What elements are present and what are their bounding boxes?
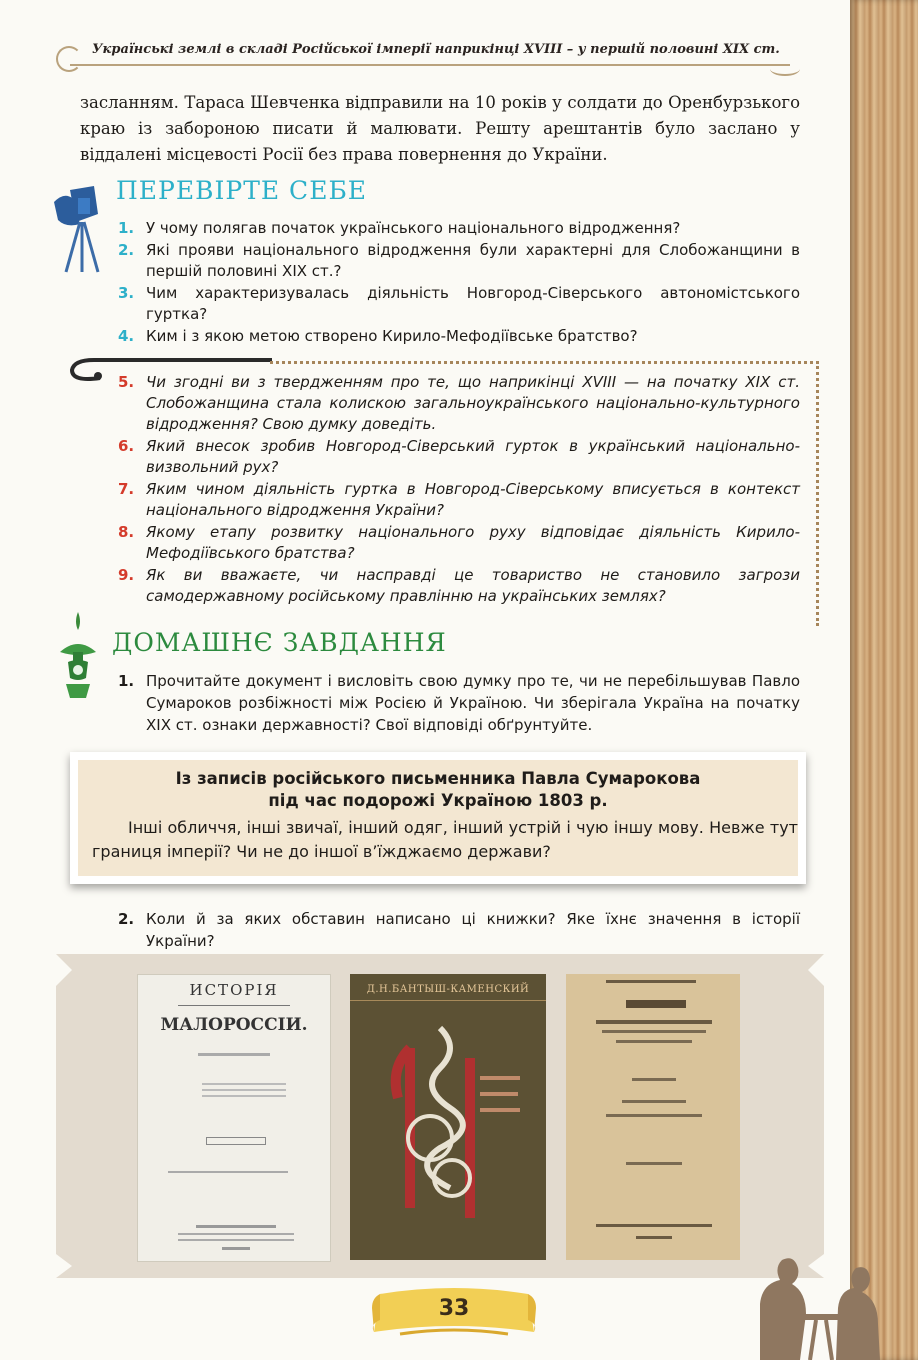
quote-heading-line-1: Із записів російського письменника Павла Сумарокова [175,769,701,788]
book-rule [350,1000,546,1001]
book-text-line [606,980,696,983]
question-number: 6. [118,437,135,455]
book-text-line [596,1224,712,1227]
quote-card-body [78,760,798,876]
book-cover-bantysh-kamensky [350,974,546,1260]
question-number: 8. [118,523,135,541]
homework-title: ДОМАШНЄ ЗАВДАННЯ [112,628,447,657]
book-text-line [636,1236,672,1239]
question-number: 4. [118,327,135,345]
header-swirl-end [770,62,800,76]
quote-text: Інші обличчя, інші звичаї, інший одяг, інший устрій і чую іншу мову. Невже тут границя імперії? Чи не до іншої в’їжджаємо держави? [92,818,798,861]
list-item [118,670,800,736]
question-number: 9. [118,566,135,584]
question-number: 5. [118,373,135,391]
running-header: Українські землі в складі Російської імперії наприкінці XVIII – у першій половині XIX ст. [92,42,780,57]
list-item [118,565,800,607]
header-swirl-ornament [56,46,82,72]
book-text-line [606,1114,702,1117]
question-text: Чи згодні ви з твердженням про те, що наприкінці XVIII — на початку XIX ст. Слобожанщина стала колискою загальноукраїнського національно-культурного відродження? Свою думку доведіть. [146,373,800,433]
book-title-line-1: ИСТОРІЯ [189,981,279,999]
book-text-line [202,1089,286,1091]
question-text: У чому полягав початок українського національного відродження? [146,219,681,237]
task-text: Прочитайте документ і висловіть свою думку про те, чи не перебільшував Павло Сумароков розбіжності між Росією й Україною. Чи зберігала Україна на початку XIX ст. ознаки державності? Свої відповіді обґрунтуйте. [146,672,800,734]
book-text-line [168,1171,288,1173]
quote-card [70,752,806,884]
list-item [118,372,800,435]
book-text-line [178,1233,294,1235]
book-text-line [602,1030,706,1033]
list-item [118,436,800,478]
question-text: Ким і з якою метою створено Кирило-Мефодіївське братство? [146,327,638,345]
intro-paragraph [80,90,800,168]
list-item [118,283,800,325]
question-text: Як ви вважаєте, чи насправді це товариство не становило загрози самодержавному російському правлінню на українських землях? [146,566,800,605]
book-text-line [616,1040,692,1043]
book-text-line [198,1053,270,1056]
question-number: 1. [118,219,135,237]
question-text: Який внесок зробив Новгород-Сіверський гурток в український національно-визвольний рух? [146,437,800,476]
book-text-line [202,1083,286,1085]
homework-task-2 [118,908,800,953]
camera-tripod-icon [50,184,110,274]
quote-heading-line-2: під час подорожі Україною 1803 р. [268,791,608,810]
question-text: Яким чином діяльність гуртка в Новгород-Сіверському вписується в контекст національного відродження України? [146,480,800,519]
question-number: 2. [118,241,135,259]
question-number: 7. [118,480,135,498]
question-text: Які прояви національного відродження були характерні для Слобожанщини в першій половині XIX ст.? [146,241,800,280]
list-item [118,908,800,952]
task-text: Коли й за яких обставин написано ці книжки? Яке їхнє значення в історії України? [146,910,800,950]
reading-people-silhouette-icon [740,1244,890,1360]
book-cover-old-print [566,974,740,1260]
book-author: Д.Н.БАНТЫШ-КАМЕНСКИЙ [366,984,530,995]
list-item [118,218,800,239]
advanced-questions-list [118,372,800,608]
check-questions-list [118,218,800,348]
book-rule [178,1005,290,1006]
ornamental-letter-icon [370,1008,530,1248]
book-text-line [626,1162,682,1165]
page-number: 33 [438,1296,470,1321]
book-text-line [178,1239,294,1241]
task-number: 1. [118,672,135,690]
book-text-line [196,1225,276,1228]
book-text-line [596,1020,712,1024]
quote-heading [78,768,798,812]
check-yourself-title: ПЕРЕВІРТЕ СЕБЕ [116,176,368,205]
wooden-page-edge [850,0,918,1360]
question-number: 3. [118,284,135,302]
task-number: 2. [118,910,135,928]
book-volume-box [206,1137,266,1145]
question-text: Чим характеризувалась діяльність Новгород-Сіверського автономістського гуртка? [146,284,800,323]
list-item [118,326,800,347]
intro-text: засланням. Тараса Шевченка відправили на 10 років у солдати до Оренбурзького краю із забороною писати й малювати. Решту арештантів було заслано у віддалені місцевості Росії без права повернення до України. [80,93,800,164]
oil-lamp-icon [52,612,104,704]
book-text-line [222,1247,250,1250]
book-cover-history-of-little-russia [137,974,331,1262]
book-title-block [626,1000,686,1008]
list-item [118,240,800,282]
book-text-line [622,1100,686,1103]
list-item [118,479,800,521]
book-title-line-2: МАЛОРОССІИ. [160,1015,308,1035]
page-number-banner [370,1284,538,1342]
question-text: Якому етапу розвитку національного руху відповідає діяльність Кирило-Мефодіївського братства? [146,523,800,562]
header-rule [70,64,790,66]
homework-task-1 [118,670,800,737]
book-text-line [632,1078,676,1081]
book-text-line [202,1095,286,1097]
list-item [118,522,800,564]
